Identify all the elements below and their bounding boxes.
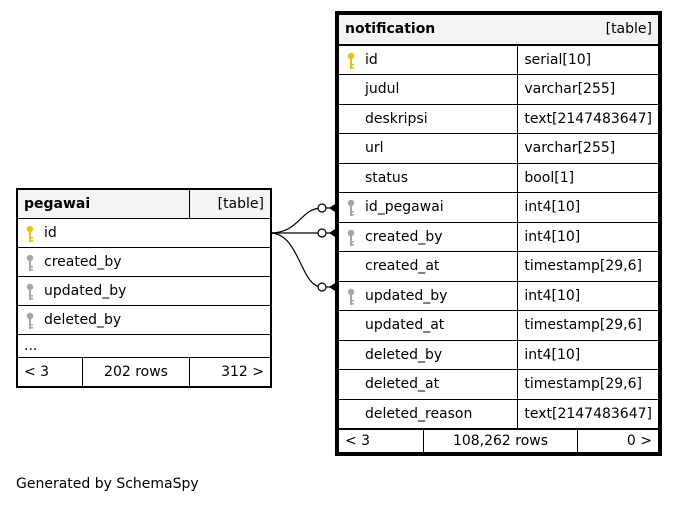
column-type: int4[10] xyxy=(518,281,659,311)
table-notification[interactable] xyxy=(335,11,662,456)
column-row xyxy=(18,277,271,306)
ellipsis: ... xyxy=(18,335,271,358)
foreign-key-icon xyxy=(347,288,355,306)
column-row xyxy=(339,134,659,164)
column-row xyxy=(339,163,659,193)
parents-count[interactable]: < 3 xyxy=(339,430,424,453)
column-name: created_at xyxy=(365,258,440,275)
more-columns-row xyxy=(18,335,271,358)
edge-id-pegawai xyxy=(270,208,322,233)
table-header xyxy=(339,15,659,45)
children-count[interactable]: 0 > xyxy=(578,430,659,453)
table-type: [table] xyxy=(190,190,271,219)
column-row xyxy=(18,219,271,248)
table-stats-row xyxy=(18,358,271,387)
column-type: text[2147483647] xyxy=(518,399,659,429)
children-count[interactable]: 312 > xyxy=(190,358,271,387)
table-name: notification xyxy=(345,21,436,38)
table-header xyxy=(18,190,271,219)
column-type: int4[10] xyxy=(518,222,659,252)
column-type: varchar[255] xyxy=(518,134,659,164)
column-type: timestamp[29,6] xyxy=(518,311,659,341)
foreign-key-icon xyxy=(26,283,34,301)
column-name: created_by xyxy=(44,254,122,270)
column-name: created_by xyxy=(365,228,443,245)
foreign-key-icon xyxy=(26,254,34,272)
column-name: status xyxy=(365,169,409,186)
foreign-key-icon xyxy=(347,229,355,247)
column-name: id xyxy=(44,225,57,241)
column-name: updated_at xyxy=(365,317,445,334)
column-row xyxy=(339,193,659,223)
edge-optional-marker xyxy=(318,229,326,237)
column-type: bool[1] xyxy=(518,163,659,193)
column-name: updated_by xyxy=(365,287,448,304)
footer-credit: Generated by SchemaSpy xyxy=(16,476,199,492)
foreign-key-icon xyxy=(347,199,355,217)
table-type: [table] xyxy=(605,21,652,38)
column-row xyxy=(18,248,271,277)
table-name: pegawai xyxy=(24,196,91,212)
column-name: updated_by xyxy=(44,283,127,299)
table-stats-row xyxy=(339,430,659,453)
edge-optional-marker xyxy=(318,204,326,212)
column-name: deleted_by xyxy=(365,346,443,363)
column-row xyxy=(339,281,659,311)
column-name: deleted_reason xyxy=(365,405,473,422)
column-row xyxy=(339,45,659,75)
primary-key-icon xyxy=(26,225,34,243)
column-row xyxy=(339,399,659,429)
column-type: int4[10] xyxy=(518,340,659,370)
column-list xyxy=(338,45,659,430)
row-count: 202 rows xyxy=(83,358,190,387)
edge-optional-marker xyxy=(318,283,326,291)
table-pegawai[interactable] xyxy=(16,188,272,388)
column-type: timestamp[29,6] xyxy=(518,252,659,282)
column-row xyxy=(339,104,659,134)
column-row xyxy=(339,75,659,105)
column-type: serial[10] xyxy=(518,45,659,75)
column-type: int4[10] xyxy=(518,193,659,223)
primary-key-icon xyxy=(347,52,355,70)
column-type: timestamp[29,6] xyxy=(518,370,659,400)
column-row xyxy=(339,370,659,400)
column-row xyxy=(339,311,659,341)
parents-count[interactable]: < 3 xyxy=(18,358,83,387)
edge-updated-by xyxy=(270,233,322,287)
column-type: text[2147483647] xyxy=(518,104,659,134)
column-name: deskripsi xyxy=(365,110,428,127)
column-name: id xyxy=(365,51,378,68)
column-name: deleted_at xyxy=(365,376,440,393)
column-name: deleted_by xyxy=(44,312,122,328)
column-row xyxy=(18,306,271,335)
column-name: id_pegawai xyxy=(365,199,444,216)
column-row xyxy=(339,252,659,282)
column-row xyxy=(339,222,659,252)
column-name: judul xyxy=(365,81,400,98)
column-row xyxy=(339,340,659,370)
row-count: 108,262 rows xyxy=(424,430,578,453)
column-name: url xyxy=(365,140,384,157)
column-type: varchar[255] xyxy=(518,75,659,105)
foreign-key-icon xyxy=(26,312,34,330)
